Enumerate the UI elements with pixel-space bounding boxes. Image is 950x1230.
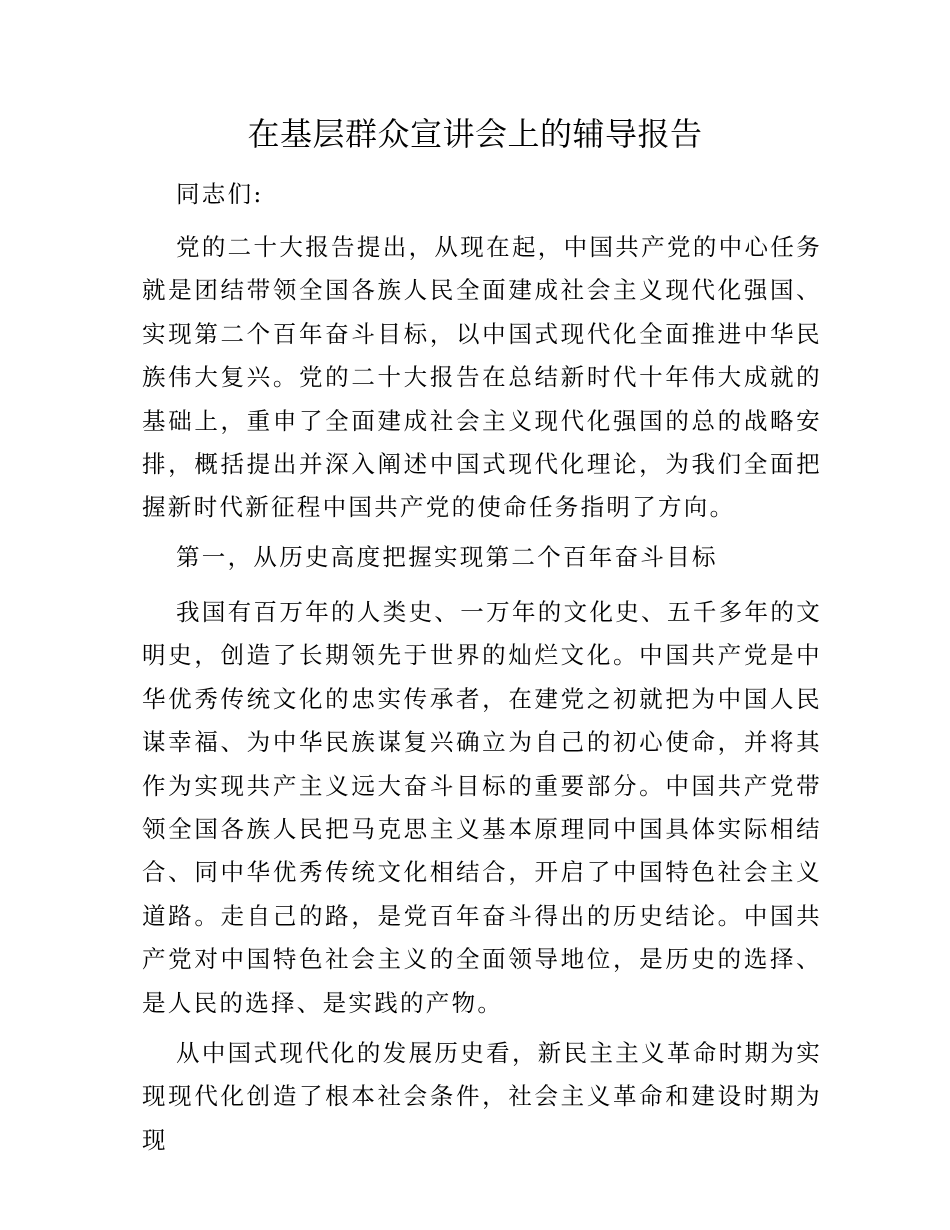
document-title: 在基层群众宣讲会上的辅导报告	[247, 115, 703, 153]
salutation: 同志们:	[176, 180, 264, 208]
paragraph-history: 我国有百万年的人类史、一万年的文化史、五千多年的文明史，创造了长期领先于世界的灿烂文化。中国共产党是中华优秀传统文化的忠实传承者，在建党之初就把为中国人民谋幸福、为中华民族谋复兴确立为自己的初心使命，并将其作为实现共产主义远大奋斗目标的重要部分。中国共产党带领全国各族人民把马克思主义基本原理同中国具体实际相结合、同中华优秀传统文化相结合，开启了中国特色社会主义道路。走自己的路，是党百年奋斗得出的历史结论。中国共产党对中国特色社会主义的全面领导地位，是历史的选择、是人民的选择、是实践的产物。	[142, 598, 822, 1017]
paragraph-intro: 党的二十大报告提出，从现在起，中国共产党的中心任务就是团结带领全国各族人民全面建成社会主义现代化强国、实现第二个百年奋斗目标，以中国式现代化全面推进中华民族伟大复兴。党的二十大报告在总结新时代十年伟大成就的基础上，重申了全面建成社会主义现代化强国的总的战略安排，概括提出并深入阐述中国式现代化理论，为我们全面把握新时代新征程中国共产党的使命任务指明了方向。	[142, 233, 822, 522]
paragraph-development: 从中国式现代化的发展历史看，新民主主义革命时期为实现现代化创造了根本社会条件，社会主义革命和建设时期为现	[142, 1039, 822, 1154]
section-heading-first: 第一，从历史高度把握实现第二个百年奋斗目标	[176, 543, 718, 571]
